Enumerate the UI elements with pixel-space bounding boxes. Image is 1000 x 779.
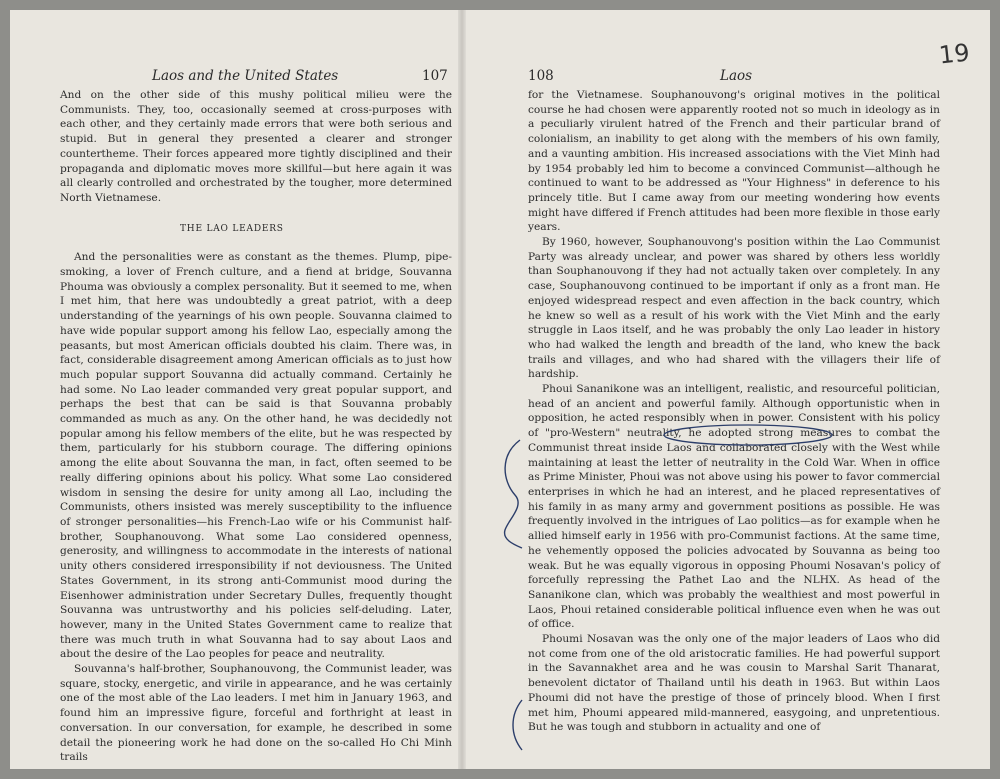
handwritten-page-number: 19 [938,38,972,70]
right-page-number: 108 [528,68,554,84]
right-paragraph-3: Phoui Sananikone was an intelligent, realistic, and resourceful politician, head of an ancient and powerful family. Although opportunistic when in opposition, he acted responsibly when in power. Consistent with his policy of "pro-Western" neutrality, he adopted strong measures to combat the Communist threat inside Laos and collaborated closely with the West while maintaining at least the letter of neutrality in the Cold War. When in office as Prime Minister, Phoui was not above using his power to favor commercial enterprises in which he had an interest, and he placed representatives of his family in as many army and government positions as possible. He was frequently involved in the intrigues of Lao politics—as for example when he allied himself early in 1956 with pro-Communist factions. At the same time, he vehemently opposed the policies advocated by Souvanna as being too weak. But he was equally vigorous in opposing Phoumi Nosavan's policy of forcefully repressing the Pathet Lao and the NLHX. As head of the Sananikone clan, which was probably the wealthiest and most powerful in Laos, Phoui retained considerable political influence even when he was out of office. [528,383,940,631]
right-page [528,68,940,735]
right-paragraph-2: By 1960, however, Souphanouvong's position within the Lao Communist Party was already unclear, and power was shared by others less worldly than Souphanouvong if they had not actually taken over completely. In any case, Souphanouvong continued to be important if only as a front man. He enjoyed widespread respect and even affection in the back country, which he knew so well as a result of his work with the Viet Minh and the early struggle in Laos itself, and he was probably the only Lao leader in history who had walked the length and breadth of the land, who knew the back trails and villages, and who had shared with the villagers their life of hardship. [528,236,940,381]
left-paragraph-2: And the personalities were as constant as the themes. Plump, pipe-smoking, a lover of French culture, and a fiend at bridge, Souvanna Phouma was obviously a complex personality. But it seemed to me, when I met him, that here was undoubtedly a great patriot, with a deep understanding of the yearnings of his own people. Souvanna claimed to have wide popular support among his fellow Lao, especially among the peasants, but most American officials doubted his claim. There was, in fact, considerable disagreement among American officials as to just how much popular support Souvanna did actually command. Certainly he had some. No Lao leader commanded very great popular support, and perhaps the best that can be said is that Souvanna probably commanded as much as any. On the other hand, he was decidedly not popular among his fellow members of the elite, but he was respected by them, particularly for his stubborn courage. The differing opinions among the elite about Souvanna the man, in fact, often seemed to be really differing opinions about his policy. What some Lao considered wisdom in sensing the desire for unity among all Lao, including the Communists, others insisted was merely susceptibility to the influence of stronger personalities—his French-Lao wife or his Communist half-brother, Souphanouvong. What some Lao considered openness, generosity, and willingness to accommodate in the interests of national unity others considered irresponsibility if not deviousness. The United States Government, in its strong anti-Communist mood during the Eisenhower administration under Secretary Dulles, frequently thought Souvanna was untrustworthy and his policies self-deluding. Later, however, many in the United States Government came to realize that there was much truth in what Souvanna had to say about Laos and about the desire of the Lao peoples for peace and neutrality. [60,251,452,661]
pen-bracket-lower [513,700,522,750]
right-paragraph-1: for the Vietnamese. Souphanouvong's original motives in the political course he had chosen were apparently rooted not so much in ideology as in a peculiarly virulent hatred of the French and their particular brand of colonialism, an inability to get along with the members of his own family, and a vaunting ambition. His increased associations with the Viet Minh had by 1954 probably led him to become a convinced Communist—although he continued to want to be addressed as "Your Highness" in deference to his princely title. But I came away from our meeting wondering how events might have differed if French attitudes had been more flexible in those early years. [528,89,940,234]
left-paragraph-1: And on the other side of this mushy political milieu were the Communists. They, too, occasionally seemed at cross-purposes with each other, and they certainly made errors that were both serious and stupid. But in general they presented a clearer and stronger countertheme. Their forces appeared more tightly disciplined and their propaganda and diplomatic moves more skillful—but here again it was all clearly controlled and orchestrated by the tougher, more determined North Vietnamese. [60,89,452,204]
left-paragraph-3: Souvanna's half-brother, Souphanouvong, the Communist leader, was square, stocky, energetic, and virile in appearance, and he was certainly one of the most able of the Lao leaders. I met him in January 1963, and found him an impressive figure, forceful and forthright at least in conversation. In our conversation, for example, he described in some detail the pioneering work he had done on the so-called Ho Chi Minh trails [60,663,452,764]
pen-bracket-left [505,440,522,548]
left-running-header [60,68,452,88]
page-fold [458,10,466,769]
left-page-number: 107 [422,68,448,84]
left-header-title: Laos and the United States [152,68,339,84]
right-header-title: Laos [720,68,753,84]
right-running-header [528,68,940,88]
scanned-sheet [10,10,990,769]
section-heading: THE LAO LEADERS [180,223,284,234]
left-page [60,68,452,765]
right-paragraph-4: Phoumi Nosavan was the only one of the major leaders of Laos who did not come from one of the old aristocratic families. He had powerful support in the Savannakhet area and he was cousin to Marshal Sarit Thanarat, benevolent dictator of Thailand until his death in 1963. But within Laos Phoumi did not have the prestige of those of princely blood. When I first met him, Phoumi appeared mild-mannered, easygoing, and unpretentious. But he was tough and stubborn in actuality and one of [528,633,940,734]
